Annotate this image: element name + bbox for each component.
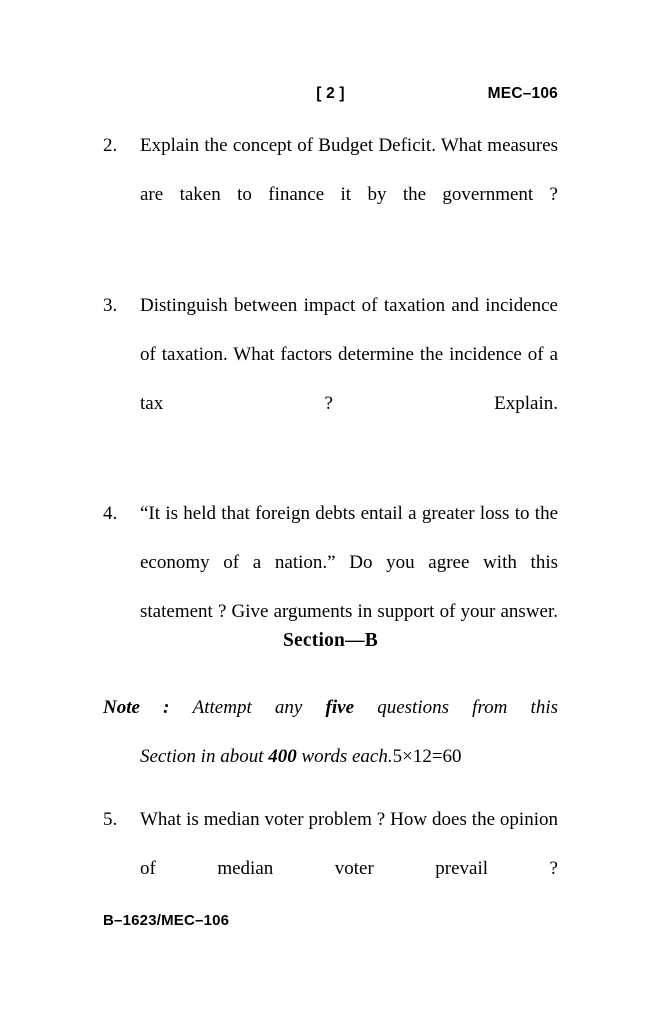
question-number: 3. bbox=[103, 294, 118, 316]
note-label: Note : bbox=[103, 697, 170, 718]
note-first-line bbox=[103, 683, 558, 732]
note-line2-part2: words each. bbox=[301, 746, 393, 767]
question-item bbox=[103, 489, 558, 685]
note-line2-part1: Section in about bbox=[140, 746, 264, 767]
section-b-questions bbox=[103, 795, 558, 955]
note-emphasis-five: five bbox=[325, 697, 355, 718]
question-item bbox=[103, 121, 558, 268]
page-number: [ 2 ] bbox=[316, 85, 345, 102]
page-header bbox=[103, 85, 558, 109]
question-text: Distinguish between impact of taxation and incidence of taxation. What factors determine the incidence of a tax ? Explain. bbox=[140, 294, 558, 414]
footer-code: B–1623/MEC–106 bbox=[103, 912, 230, 929]
note-emphasis-word-count: 400 bbox=[268, 746, 297, 767]
section-b-heading: Section—B bbox=[283, 630, 378, 651]
question-number: 4. bbox=[103, 503, 118, 524]
paper-code: MEC–106 bbox=[487, 85, 558, 102]
question-text: “It is held that foreign debts entail a greater loss to the economy of a nation.” Do you agree with this statement ? Give arguments in support of your answer. bbox=[140, 503, 558, 622]
questions-list bbox=[103, 121, 558, 698]
question-item bbox=[103, 281, 558, 477]
section-b-note bbox=[103, 683, 558, 781]
marks-allocation: 5×12=60 bbox=[392, 746, 462, 767]
note-text-part2: questions from this bbox=[377, 697, 559, 718]
question-number: 2. bbox=[103, 135, 118, 156]
note-text-part1: Attempt any bbox=[192, 697, 303, 718]
question-text: Explain the concept of Budget Deficit. What measures are taken to finance it by the government ? bbox=[140, 135, 558, 205]
question-number: 5. bbox=[103, 809, 118, 830]
question-text: What is median voter problem ? How does the opinion of median voter prevail ? bbox=[140, 809, 558, 879]
